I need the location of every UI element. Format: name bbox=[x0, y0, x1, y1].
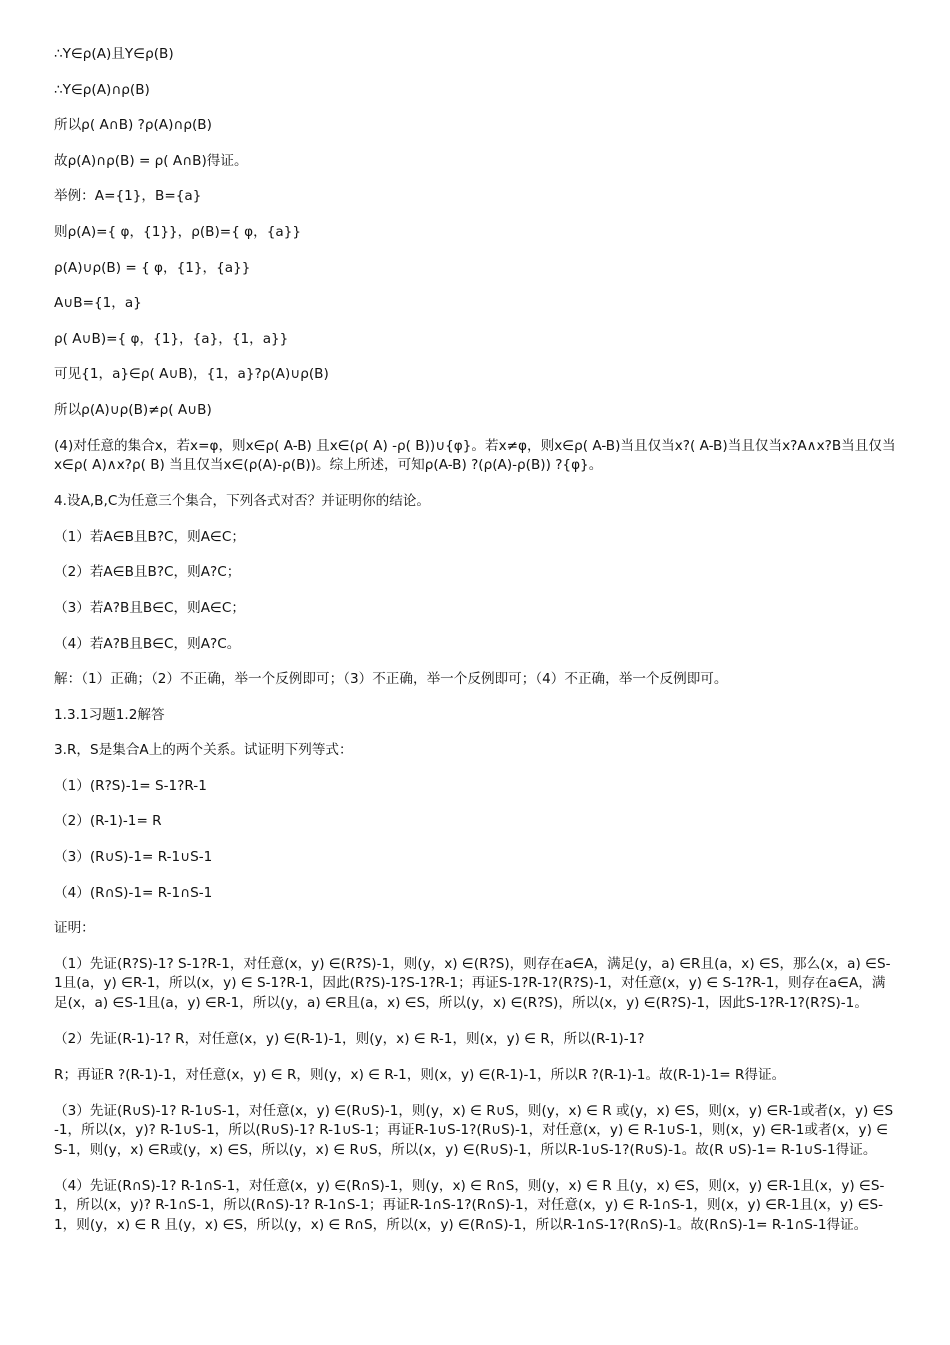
list-item: （4）(R∩S)-1= R-1∩S-1 bbox=[54, 884, 213, 901]
proof-paragraph: R；再证R ?(R-1)-1，对任意(x，y) ∈ R，则(y，x) ∈ R-1，则(x，y) ∈(R-1)-1，所以R ?(R-1)-1。故(R-1)-1= R得证。 bbox=[54, 1066, 786, 1083]
list-item: （2）若A∈B且B?C，则A?C； bbox=[54, 564, 241, 581]
text-line: 故ρ(A)∩ρ(B) = ρ( A∩B)得证。 bbox=[54, 152, 248, 169]
text-line: 举例：A={1}，B={a} bbox=[54, 188, 202, 205]
text-line: 所以ρ( A∩B) ?ρ(A)∩ρ(B) bbox=[54, 117, 212, 134]
section-heading: 1.3.1习题1.2解答 bbox=[54, 706, 165, 723]
proof-paragraph: （4）先证(R∩S)-1? R-1∩S-1，对任意(x，y) ∈(R∩S)-1，则(y，x) ∈ R∩S，则(y，x) ∈ R 且(y，x) ∈S，则(x，y) ∈R-1且(x，y) ∈S-1，所以(x，y)? R-1∩S-1，所以(R∩S)-1? R-1∩S-1；再证R-1∩S-1?(R∩S)-1，对任意(x，y) ∈ R-1∩S-1，则(x，y) ∈R-1且(x，y) ∈S-1，则(y，x) ∈ R 且(y，x) ∈S，所以(y，x) ∈ R∩S，所以(x，y) ∈(R∩S)-1，所以R-1∩S-1?(R∩S)-1。故(R∩S)-1= R-1∩S-1得证。 bbox=[54, 1177, 885, 1233]
list-item: （3）若A?B且B∈C，则A∈C； bbox=[54, 599, 245, 616]
list-item: （2）(R-1)-1= R bbox=[54, 813, 162, 830]
paragraph: (4)对任意的集合x，若x=φ，则x∈ρ( A-B) 且x∈(ρ( A) -ρ( B))∪{φ}。若x≠φ，则x∈ρ( A-B)当且仅当x?( A-B)当且仅当x?A∧x?B当且仅当x∈ρ( A)∧x?ρ( B) 当且仅当x∈(ρ(A)-ρ(B))。综上所述，可知ρ(A-B) ?(ρ(A)-ρ(B)) ?{φ}。 bbox=[54, 437, 896, 474]
list-item: （1）若A∈B且B?C，则A∈C； bbox=[54, 528, 245, 545]
list-item: （1）(R?S)-1= S-1?R-1 bbox=[54, 777, 207, 794]
text-line: 所以ρ(A)∪ρ(B)≠ρ( A∪B) bbox=[54, 401, 212, 418]
text-line: ρ( A∪B)={ φ，{1}，{a}，{1，a}} bbox=[54, 330, 289, 347]
text-line: ∴Y∈ρ(A)且Y∈ρ(B) bbox=[54, 46, 174, 62]
answer-line: 解：（1）正确；（2）不正确，举一个反例即可；（3）不正确，举一个反例即可；（4）不正确，举一个反例即可。 bbox=[54, 671, 728, 688]
question-heading: 3.R，S是集合A上的两个关系。试证明下列等式： bbox=[54, 742, 353, 759]
text-line: 可见{1，a}∈ρ( A∪B)，{1，a}?ρ(A)∪ρ(B) bbox=[54, 366, 329, 383]
list-item: （4）若A?B且B∈C，则A?C。 bbox=[54, 635, 241, 652]
proof-paragraph: （3）先证(R∪S)-1? R-1∪S-1，对任意(x，y) ∈(R∪S)-1，则(y，x) ∈ R∪S，则(y，x) ∈ R 或(y，x) ∈S，则(x，y) ∈R-1或者(x，y) ∈S-1，所以(x，y)? R-1∪S-1，所以(R∪S)-1? R-1∪S-1；再证R-1∪S-1?(R∪S)-1，对任意(x，y) ∈ R-1∪S-1，则(x，y) ∈R-1或者(x，y) ∈S-1，则(y，x) ∈R或(y，x) ∈S，所以(y，x) ∈ R∪S，所以(x，y) ∈(R∪S)-1，所以R-1∪S-1?(R∪S)-1。故(R ∪S)-1= R-1∪S-1得证。 bbox=[54, 1102, 894, 1158]
proof-paragraph: （1）先证(R?S)-1? S-1?R-1，对任意(x，y) ∈(R?S)-1，则(y，x) ∈(R?S)，则存在a∈A，满足(y，a) ∈R且(a，x) ∈S，那么(x，a) ∈S-1且(a，y) ∈R-1，所以(x，y) ∈ S-1?R-1，因此(R?S)-1?S-1?R-1；再证S-1?R-1?(R?S)-1，对任意(x，y) ∈ S-1?R-1，则存在a∈A，满足(x，a) ∈S-1且(a，y) ∈R-1，所以(y，a) ∈R且(a，x) ∈S，所以(y，x) ∈(R?S)，所以(x，y) ∈(R?S)-1，因此S-1?R-1?(R?S)-1。 bbox=[54, 955, 891, 1011]
document-page bbox=[54, 45, 896, 1252]
proof-paragraph: （2）先证(R-1)-1? R，对任意(x，y) ∈(R-1)-1，则(y，x) ∈ R-1，则(x，y) ∈ R，所以(R-1)-1? bbox=[54, 1030, 645, 1047]
question-heading: 4.设A,B,C为任意三个集合，下列各式对否？并证明你的结论。 bbox=[54, 493, 430, 510]
proof-label: 证明： bbox=[54, 920, 95, 937]
text-line: A∪B={1，a} bbox=[54, 295, 142, 312]
text-line: ρ(A)∪ρ(B) = { φ，{1}，{a}} bbox=[54, 259, 251, 276]
text-line: 则ρ(A)={ φ，{1}}，ρ(B)={ φ，{a}} bbox=[54, 223, 301, 240]
list-item: （3）(R∪S)-1= R-1∪S-1 bbox=[54, 849, 213, 866]
text-line: ∴Y∈ρ(A)∩ρ(B) bbox=[54, 81, 150, 98]
